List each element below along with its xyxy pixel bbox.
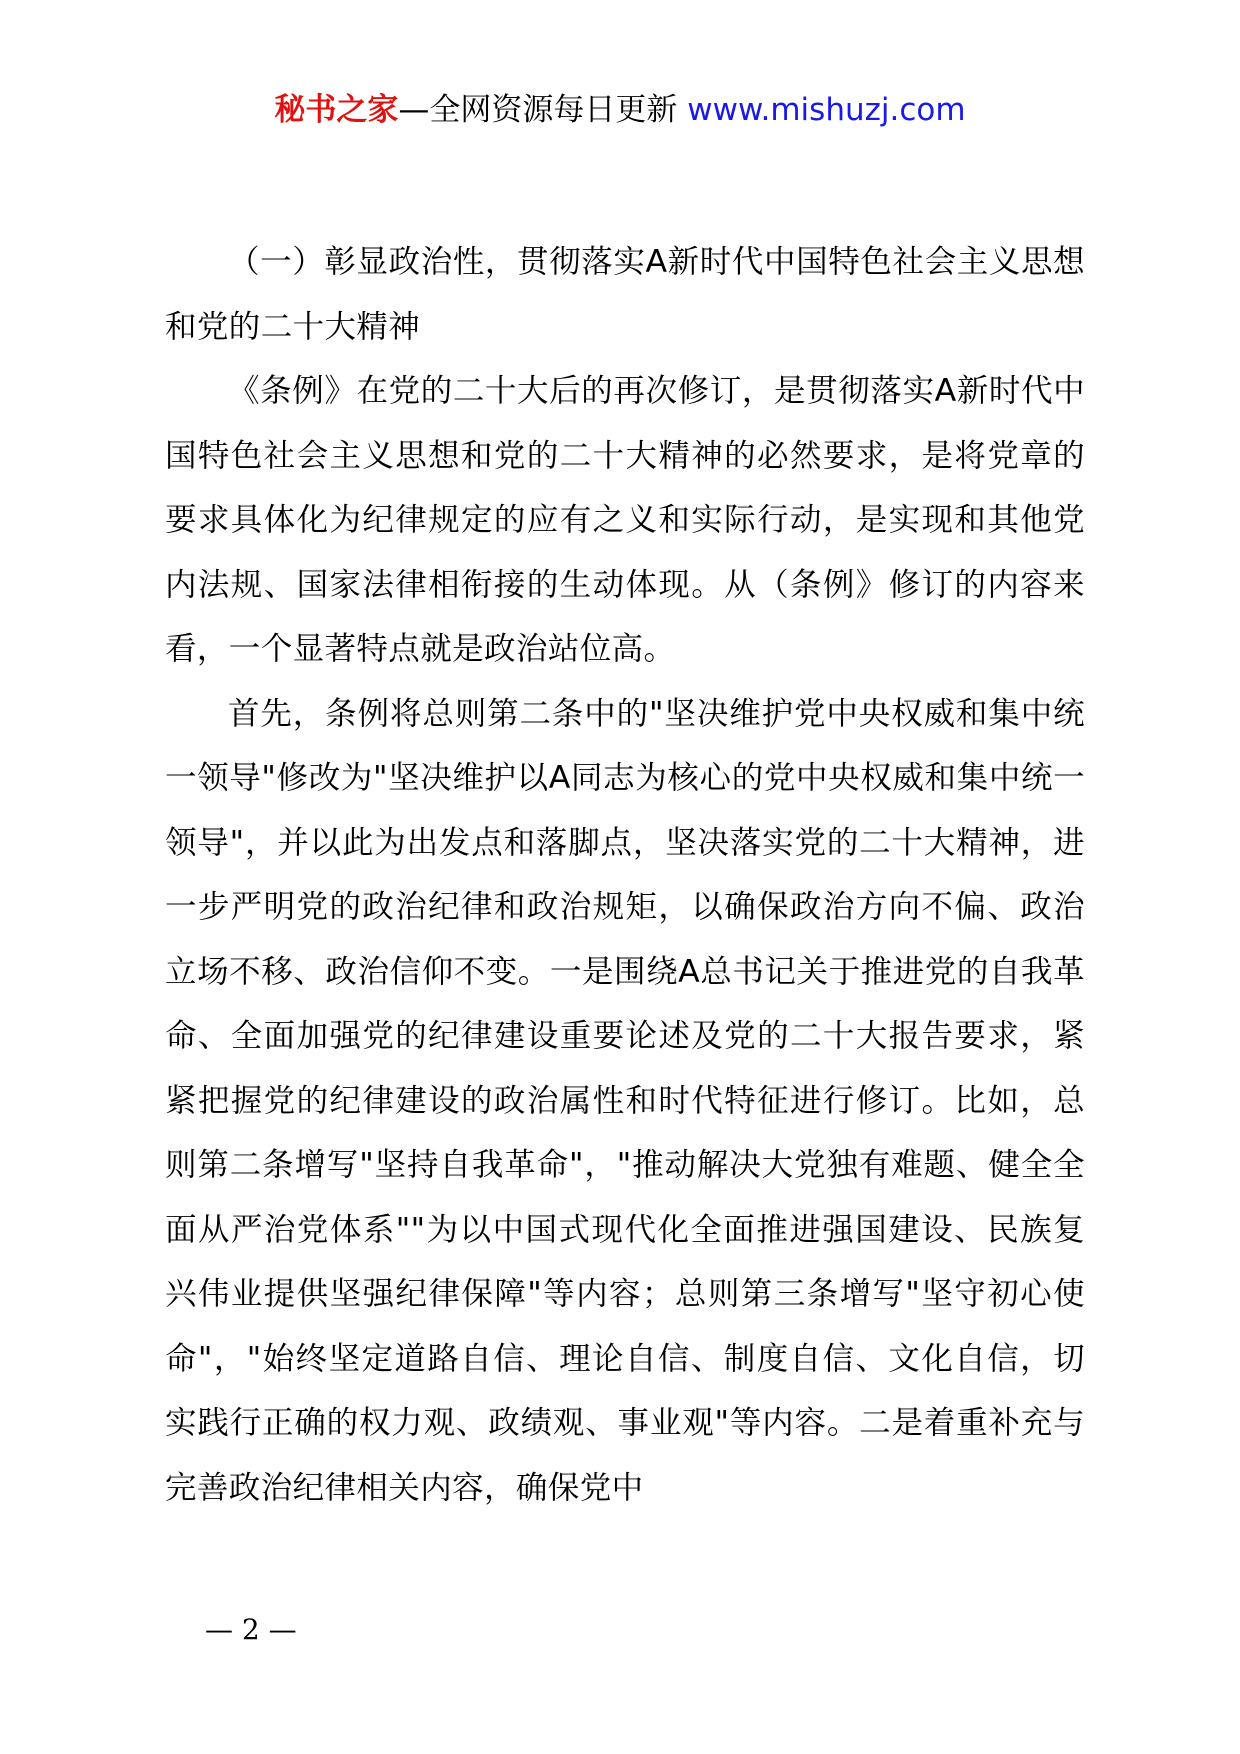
body-paragraph: 《条例》在党的二十大后的再次修订，是贯彻落实A新时代中国特色社会主义思想和党的二十大精神的必然要求，是将党章的要求具体化为纪律规定的应有之义和实际行动，是实现和其他党内法规、国家法律相衔接的生动体现。从（条例》修订的内容来看，一个显著特点就是政治站位高。: [165, 373, 1085, 667]
page-number: — 2 —: [205, 1613, 297, 1646]
section-heading: （一）彰显政治性，贯彻落实A新时代中国特色社会主义思想和党的二十大精神: [165, 244, 1085, 345]
brand-name: 秘书之家: [274, 92, 399, 128]
header-tagline: —全网资源每日更新: [398, 92, 678, 128]
document-body: [165, 230, 1085, 1520]
site-url[interactable]: www.mishuzj.com: [687, 92, 966, 128]
body-paragraph: 首先，条例将总则第二条中的"坚决维护党中央权威和集中统一领导"修改为"坚决维护以A同志为核心的党中央权威和集中统一领导"，并以此为出发点和落脚点，坚决落实党的二十大精神，进一步严明党的政治纪律和政治规矩，以确保政治方向不偏、政治立场不移、政治信仰不变。一是围绕A总书记关于推进党的自我革命、全面加强党的纪律建设重要论述及党的二十大报告要求，紧紧把握党的纪律建设的政治属性和时代特征进行修订。比如，总则第二条增写"坚持自我革命"，"推动解决大党独有难题、健全全面从严治党体系""为以中国式现代化全面推进强国建设、民族复兴伟业提供坚强纪律保障"等内容；总则第三条增写"坚守初心使命"，"始终坚定道路自信、理论自信、制度自信、文化自信，切实践行正确的权力观、政绩观、事业观"等内容。二是着重补充与完善政治纪律相关内容，确保党中: [165, 695, 1085, 1506]
site-header: [0, 88, 1240, 132]
